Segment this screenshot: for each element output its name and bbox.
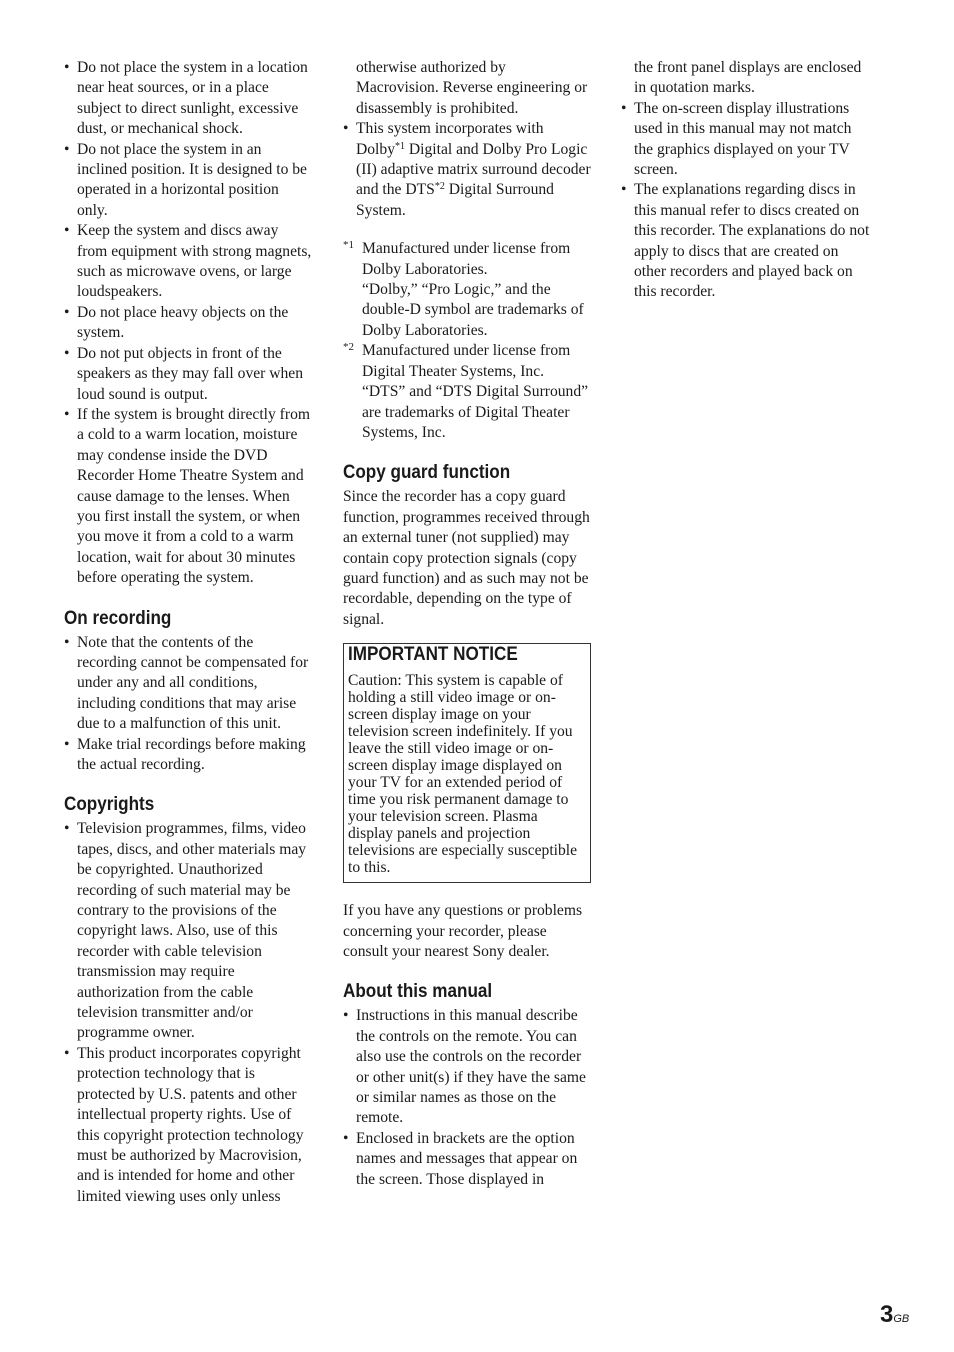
copyrights-list bbox=[64, 819, 312, 1207]
footnote-ref-2: *2 bbox=[434, 181, 445, 193]
footnote-ref-1: *1 bbox=[394, 140, 405, 152]
important-notice-heading: IMPORTANT NOTICE bbox=[348, 644, 518, 666]
safety-list bbox=[64, 58, 312, 589]
dolby-text-2: Digital and Dolby Pro Logic (II) adaptive matrix surround decoder and the DTS bbox=[356, 140, 591, 199]
footnote-mark: *2 bbox=[343, 341, 354, 354]
list-item-continuation bbox=[343, 58, 591, 119]
list-item: • Note that the contents of the recording cannot be compensated for under any and all conditions, including conditions that may arise due to a malfunction of this unit. bbox=[64, 633, 312, 735]
on-recording-heading: On recording bbox=[64, 607, 172, 629]
page-number bbox=[880, 1301, 909, 1329]
questions-text: If you have any questions or problems concerning your recorder, please consult your nearest Sony dealer. bbox=[343, 902, 583, 960]
list-item: • Make trial recordings before making the actual recording. bbox=[64, 735, 312, 776]
footnote bbox=[343, 341, 591, 443]
list-item: • Do not place the system in a location near heat sources, or in a place subject to direct sunlight, excessive dust, or mechanical shock. bbox=[64, 58, 312, 140]
about-manual-list bbox=[343, 1006, 591, 1190]
list-item: • The explanations regarding discs in this manual refer to discs created on this recorder. The explanations do not apply to discs that are created on other recorders and played back on this recorder. bbox=[621, 180, 871, 302]
dolby-text-1: This system incorporates with Dolby bbox=[356, 120, 544, 158]
list-item: • Do not put objects in front of the speakers as they may fall over when loud sound is output. bbox=[64, 344, 312, 405]
about-manual-heading: About this manual bbox=[343, 981, 493, 1003]
on-recording-list bbox=[64, 633, 312, 776]
continuation-text: otherwise authorized by Macrovision. Reverse engineering or disassembly is prohibited. bbox=[356, 59, 588, 117]
continuation-text: the front panel displays are enclosed in quotation marks. bbox=[634, 59, 862, 97]
copyright-continued-list bbox=[343, 58, 591, 221]
footnotes bbox=[343, 239, 591, 443]
footnote-text: Manufactured under license from Dolby Laboratories. bbox=[362, 240, 571, 278]
list-item: • Instructions in this manual describe the controls on the remote. You can also use the controls on the recorder or other unit(s) if they have the same or similar names as those on the remote. bbox=[343, 1006, 591, 1128]
footnote-text: “DTS” and “DTS Digital Surround” are trademarks of Digital Theater Systems, Inc. bbox=[362, 383, 589, 441]
list-item: • Do not place heavy objects on the system. bbox=[64, 303, 312, 344]
page-number-value: 3 bbox=[880, 1301, 894, 1328]
page-number-suffix: GB bbox=[893, 1313, 910, 1325]
column-2 bbox=[343, 58, 591, 1190]
list-item: • Keep the system and discs away from equipment with strong magnets, such as microwave ovens, or large loudspeakers. bbox=[64, 221, 312, 303]
list-item: • Television programmes, films, video tapes, discs, and other materials may be copyrighted. Unauthorized recording of such material may be contrary to the provisions of the copyright laws. Also, use of this recorder with cable television transmission may require authorization from the cable television transmitter and/or programme owner. bbox=[64, 819, 312, 1043]
footnote-text: Manufactured under license from Digital Theater Systems, Inc. bbox=[362, 342, 571, 380]
list-item: • This product incorporates copyright protection technology that is protected by U.S. patents and other intellectual property rights. Use of this copyright protection technology must be authorized by Macrovision, and is intended for home and other limited viewing uses only unless bbox=[64, 1044, 312, 1207]
footnote-mark: *1 bbox=[343, 239, 354, 252]
list-item: • Enclosed in brackets are the option names and messages that appear on the screen. Those displayed in bbox=[343, 1129, 591, 1190]
copy-guard-text: Since the recorder has a copy guard function, programmes received through an external tuner (not supplied) may contain copy protection signals (copy guard function) and as such may not be recordable, depending on the type of signal. bbox=[343, 488, 590, 628]
copy-guard-heading: Copy guard function bbox=[343, 462, 511, 484]
footnote-text: “Dolby,” “Pro Logic,” and the double-D symbol are trademarks of Dolby Laboratories. bbox=[362, 281, 584, 339]
list-item: • Do not place the system in an inclined position. It is designed to be operated in a horizontal position only. bbox=[64, 140, 312, 222]
list-item: • If the system is brought directly from a cold to a warm location, moisture may condense inside the DVD Recorder Home Theatre System and cause damage to the lenses. When you first install the system, or when you move it from a cold to a warm location, wait for about 30 minutes before operating the system. bbox=[64, 405, 312, 589]
footnote bbox=[343, 239, 591, 341]
important-notice-text: Caution: This system is capable of holding a still video image or on-screen display image on your television screen indefinitely. If you leave the still video image or on-screen display image displayed on your TV for an extended period of time you risk permanent damage to your television screen. Plasma display panels and projection televisions are especially susceptible to this. bbox=[348, 672, 578, 877]
manual-notes-list bbox=[621, 99, 871, 303]
column-1 bbox=[64, 58, 312, 1207]
list-item: • The on-screen display illustrations used in this manual may not match the graphics displayed on your TV screen. bbox=[621, 99, 871, 181]
dolby-text-3: Digital Surround System. bbox=[356, 181, 554, 219]
copyrights-heading: Copyrights bbox=[64, 794, 155, 816]
important-notice-box bbox=[343, 643, 591, 883]
list-item bbox=[343, 119, 591, 221]
column-3 bbox=[621, 58, 871, 303]
